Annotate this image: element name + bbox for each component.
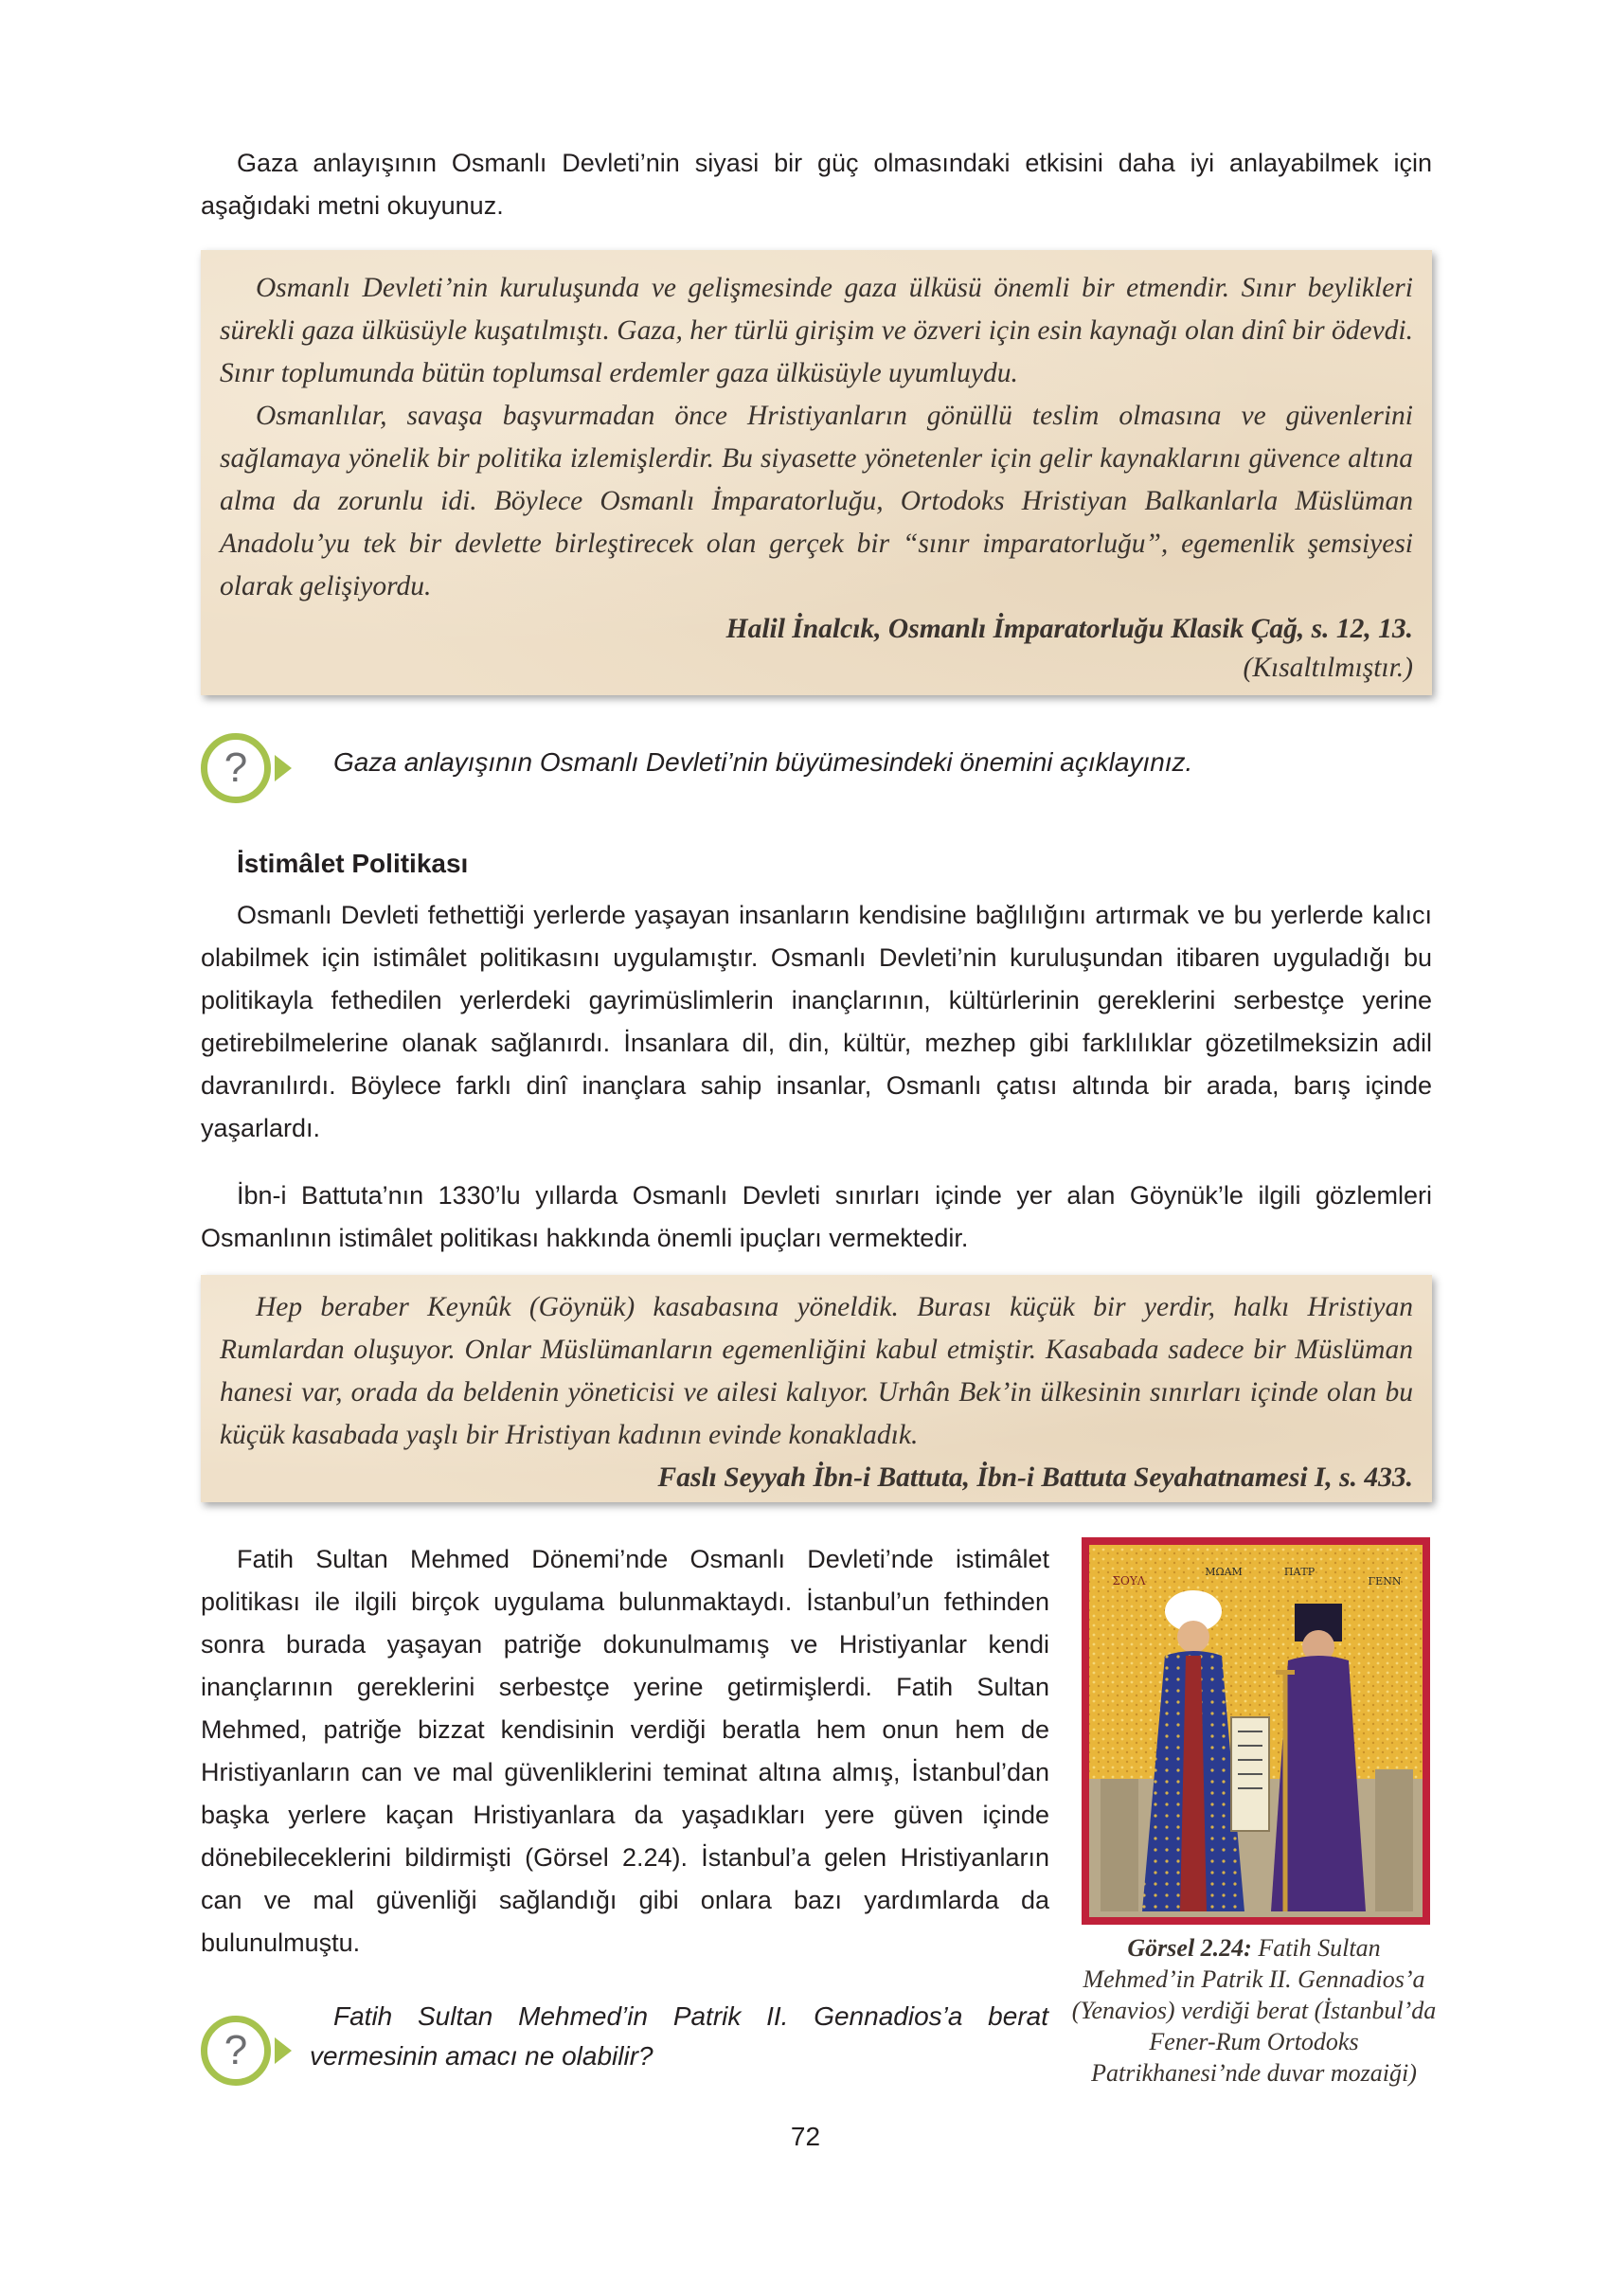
fatih-paragraph: Fatih Sultan Mehmed Dönemi’nde Osmanlı Devleti’nde istimâlet politikası ile ilgili birçok uygulama bulunmaktaydı. İstanbul’un fethinden sonra burada yaşayan patriğe dokunulmamış ve Hristiyanlar kendi inançlarının gereklerini serbestçe yerine getirmişlerdi. Fatih Sultan Mehmed, patriğe bizzat kendisinin verdiği beratla hem onun hem de Hristiyanların can ve mal güvenliklerini teminat altına almış, İstanbul’dan başka yerlere kaçan Hristiyanlara da yaşadıkları yere güven içinde dönebileceklerini bildirmişti (Görsel 2.24). İstanbul’a gelen Hristiyanların can ve mal güvenliği sağlandığı gibi onlara bazı yardımlarda da bulunulmuştu. bbox=[201, 1545, 1049, 1957]
quote2-paragraph: Hep beraber Keynûk (Göynük) kasabasına yöneldik. Burası küçük bir yerdir, halkı Hristiyan Rumlardan oluşuyor. Onlar Müslümanların egemenliğini kabul etmiştir. Kasabada sadece bir Müslüman hanesi var, orada da beldenin yöneticisi ve ailesi kalıyor. Urhân Bek’in ülkesinin sınırları içinde olan bu küçük kasabada yaşlı bir Hristiyan kadının evinde konakladık. bbox=[220, 1292, 1413, 1450]
quote1-source: Halil İnalcık, Osmanlı İmparatorluğu Klasik Çağ, s. 12, 13. bbox=[725, 614, 1413, 644]
section-paragraph-1: Osmanlı Devleti fethettiği yerlerde yaşayan insanların kendisine bağlılığını artırmak ve bu yerlerde kalıcı olabilmek için istimâlet politikasını uygulamıştır. Osmanlı Devleti’nin kuruluşundan itibaren uyguladığı bu politikayla fethedilen yerlerdeki gayrimüslimlerin inançlarının, kültürlerinin gereklerini serbestçe yerine getirebilmelerine olanak sağlanırdı. İnsanlara dil, din, kültür, mezhep gibi farklılıklar gözetilmeksizin adil davranılırdı. Böylece farklı dinî inançlara sahip insanlar, Osmanlı çatısı altında bir arada, barış içinde yaşarlardı. bbox=[201, 901, 1432, 1142]
svg-text:ΠΑΤΡ: ΠΑΤΡ bbox=[1283, 1566, 1316, 1578]
question-pointer-icon-2 bbox=[275, 2037, 292, 2064]
figure-caption-text: Fatih Sultan Mehmed’in Patrik II. Gennadios’a (Yenavios) verdiği berat (İstanbul’da Fener-Rum Ortodoks Patrikhanesi’nde duvar mozaiği) bbox=[1071, 1934, 1437, 2087]
question-mark-icon: ? bbox=[201, 733, 271, 803]
svg-text:ΣΟΥΛ: ΣΟΥΛ bbox=[1112, 1574, 1146, 1587]
svg-text:ΓΕΝΝ: ΓΕΝΝ bbox=[1368, 1575, 1402, 1587]
quote-box-inalcik bbox=[201, 250, 1432, 695]
section-paragraph-2: İbn-i Battuta’nın 1330’lu yıllarda Osmanlı Devleti sınırları içinde yer alan Göynük’le ilgili gözlemleri Osmanlının istimâlet politikası hakkında önemli ipuçları vermektedir. bbox=[201, 1181, 1432, 1252]
mosaic-image bbox=[1082, 1537, 1430, 1925]
figure-label: Görsel 2.24: bbox=[1127, 1934, 1252, 1962]
quote-box-ibn-battuta bbox=[201, 1275, 1432, 1502]
section-heading: İstimâlet Politikası bbox=[237, 849, 469, 878]
quote1-paragraph-2: Osmanlılar, savaşa başvurmadan önce Hristiyanların gönüllü teslim olmasına ve güvenlerini sağlamaya yönelik bir politika izlemişlerdir. Bu siyasette yönetenler için gelir kaynaklarını güvence altına alma da zorunlu idi. Böylece Osmanlı İmparatorluğu, Ortodoks Hristiyan Balkanlarla Müslüman Anadolu’yu tek bir devlette birleştirecek olan gerçek bir “sınır imparatorluğu”, egemenlik şemsiyesi olarak gelişiyordu. bbox=[220, 401, 1413, 601]
intro-text: Gaza anlayışının Osmanlı Devleti’nin siyasi bir güç olmasındaki etkisini daha iyi anlayabilmek için aşağıdaki metni okuyunuz. bbox=[201, 149, 1432, 220]
question-pointer-icon bbox=[275, 755, 292, 781]
intro-paragraph bbox=[201, 142, 1432, 227]
quote1-paragraph-1: Osmanlı Devleti’nin kuruluşunda ve gelişmesinde gaza ülküsü önemli bir etmendir. Sınır beylikleri sürekli gaza ülküsüyle kuşatılmıştı. Gaza, her türlü girişim ve özveri için esin kaynağı olan dinî bir ödevdi. Sınır toplumunda bütün toplumsal erdemler gaza ülküsüyle uyumluydu. bbox=[220, 273, 1413, 388]
question-2-text: Fatih Sultan Mehmed’in Patrik II. Gennadios’a berat vermesinin amacı ne olabilir? bbox=[310, 2001, 1048, 2071]
figure-caption bbox=[1068, 1932, 1440, 2089]
quote2-source: Faslı Seyyah İbn-i Battuta, İbn-i Battuta Seyahatnamesi I, s. 433. bbox=[657, 1462, 1413, 1493]
question-mark-icon-2: ? bbox=[201, 2016, 271, 2086]
svg-text:ΜΩΑΜ: ΜΩΑΜ bbox=[1205, 1566, 1243, 1578]
quote1-note: (Kısaltılmıştır.) bbox=[1243, 653, 1413, 683]
page-number: 72 bbox=[790, 2122, 821, 2151]
question-1-text: Gaza anlayışının Osmanlı Devleti’nin büyümesindeki önemini açıklayınız. bbox=[333, 747, 1193, 777]
